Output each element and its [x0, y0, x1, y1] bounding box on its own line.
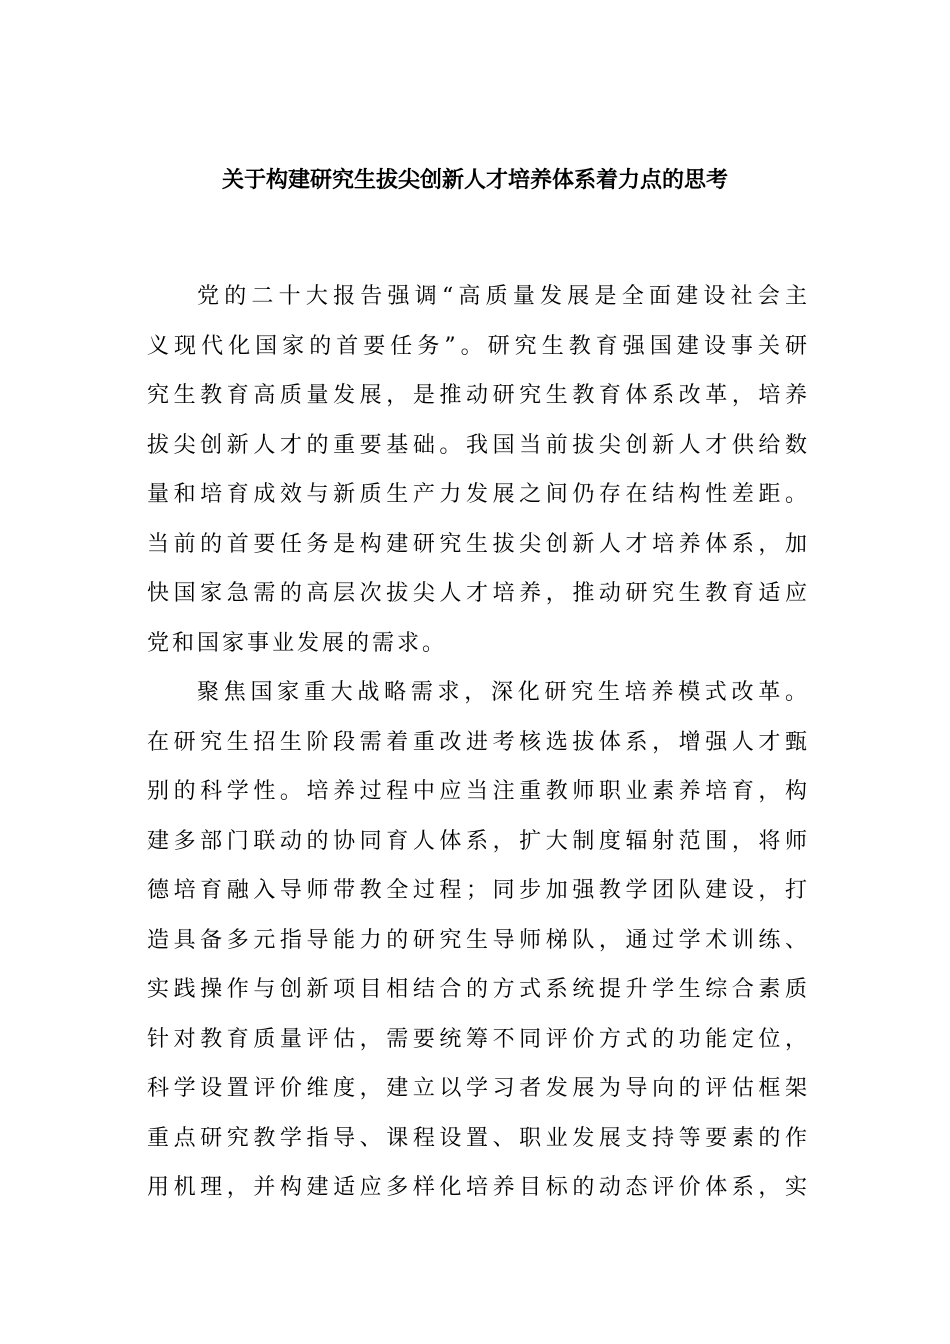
paragraph-2-line-5: 德培育融入导师带教全过程；同步加强教学团队建设，打 — [147, 878, 807, 903]
paragraph-2-line-7: 实践操作与创新项目相结合的方式系统提升学生综合素质 — [147, 977, 807, 1002]
paragraph-1-line-5: 量和培育成效与新质生产力发展之间仍存在结构性差距。 — [147, 482, 807, 507]
paragraph-2-line-1: 聚焦国家重大战略需求，深化研究生培养模式改革。 — [197, 680, 807, 705]
paragraph-2-line-4: 建多部门联动的协同育人体系，扩大制度辐射范围，将师 — [147, 828, 807, 854]
paragraph-1-line-8: 党和国家事业发展的需求。 — [147, 630, 448, 656]
paragraph-1-line-6: 当前的首要任务是构建研究生拔尖创新人才培养体系，加 — [147, 531, 807, 557]
paragraph-1-line-4: 拔尖创新人才的重要基础。我国当前拔尖创新人才供给数 — [147, 432, 807, 458]
paragraph-2-line-8: 针对教育质量评估，需要统筹不同评价方式的功能定位， — [147, 1026, 807, 1052]
paragraph-2-line-9: 科学设置评价维度，建立以学习者发展为导向的评估框架 — [147, 1076, 807, 1101]
document-body — [147, 272, 807, 1213]
paragraph-2-line-11: 用机理，并构建适应多样化培养目标的动态评价体系，实 — [147, 1175, 807, 1200]
paragraph-2-line-6: 造具备多元指导能力的研究生导师梯队，通过学术训练、 — [147, 927, 807, 953]
paragraph-2-line-2: 在研究生招生阶段需着重改进考核选拔体系，增强人才甄 — [147, 729, 807, 755]
paragraph-1-line-1: 党的二十大报告强调“高质量发展是全面建设社会主 — [197, 284, 807, 309]
paragraph-1-line-3: 究生教育高质量发展，是推动研究生教育体系改革，培养 — [147, 383, 807, 408]
paragraph-2-line-10: 重点研究教学指导、课程设置、职业发展支持等要素的作 — [147, 1125, 807, 1151]
paragraph-1-line-7: 快国家急需的高层次拔尖人才培养，推动研究生教育适应 — [147, 581, 807, 606]
paragraph-1-line-2: 义现代化国家的首要任务”。研究生教育强国建设事关研 — [147, 333, 807, 359]
paragraph-2-line-3: 别的科学性。培养过程中应当注重教师职业素养培育，构 — [147, 779, 807, 804]
document-title: 关于构建研究生拔尖创新人才培养体系着力点的思考 — [221, 167, 728, 193]
